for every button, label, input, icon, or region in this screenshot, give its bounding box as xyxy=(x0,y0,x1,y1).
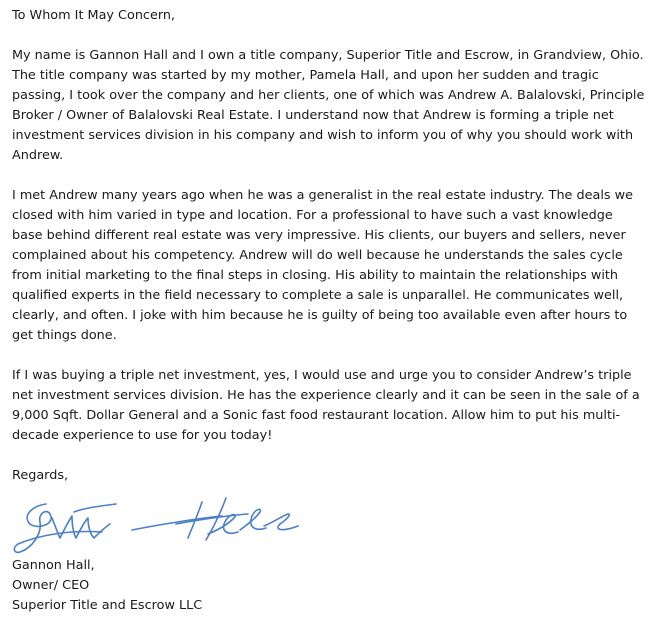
paragraph-recommendation: If I was buying a triple net investment, yes, I would use and urge you to consider Andrew’s triple net investment services division. He has the experience clearly and it can be seen in the sale of a 9,000 Sqft. Dollar General and a Sonic fast food restaurant location. Allow him to put his multi-decade experience to use for you today! xyxy=(12,368,640,443)
signer-company: Superior Title and Escrow LLC xyxy=(12,598,203,613)
letter-body xyxy=(12,6,646,486)
handwritten-signature xyxy=(12,494,312,560)
signature-drawing xyxy=(12,494,312,560)
salutation: To Whom It May Concern, xyxy=(12,8,176,23)
closing: Regards, xyxy=(12,468,69,483)
signer-block xyxy=(12,556,202,616)
paragraph-intro: My name is Gannon Hall and I own a title company, Superior Title and Escrow, in Grandview, Ohio. The title company was started by my mother, Pamela Hall, and upon her sudden and tragic passing, I took over the company and her clients, one of which was Andrew A. Balalovski, Principle Broker / Owner of Balalovski Real Estate. I understand now that Andrew is forming a triple net investment services division in his company and wish to inform you of why you should work with Andrew. xyxy=(12,48,645,163)
paragraph-experience: I met Andrew many years ago when he was a generalist in the real estate industry. The deals we closed with him varied in type and location. For a professional to have such a vast knowledge base behind different real estate was very impressive. His clients, our buyers and sellers, never complained about his competency. Andrew will do well because he understands the sales cycle from initial marketing to the final steps in closing. His ability to maintain the relationships with qualified experts in the field necessary to complete a sale is unparallel. He communicates well, clearly, and often. I joke with him because he is guilty of being too available even after hours to get things done. xyxy=(12,188,633,343)
signer-name: Gannon Hall, xyxy=(12,558,95,573)
signer-title: Owner/ CEO xyxy=(12,578,90,593)
